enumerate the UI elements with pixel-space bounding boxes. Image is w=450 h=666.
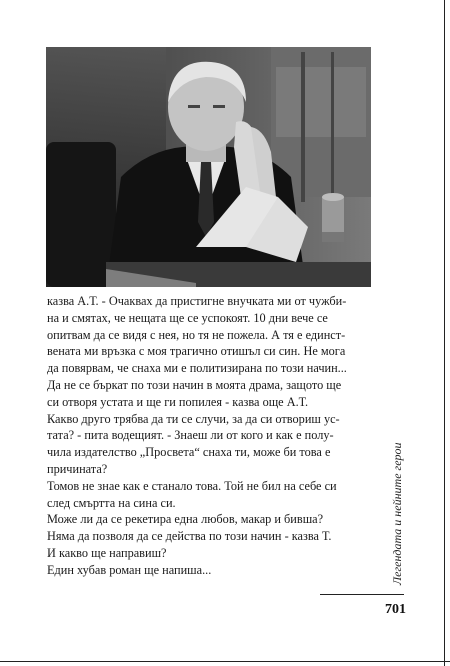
text-line: Какво друго трябва да ти се случи, за да си отвориш ус- [47, 411, 340, 426]
text-line: Няма да позволя да се действа по този начин - казва Т. [47, 529, 332, 544]
text-line: да повярвам, че снаха ми е политизирана по този начин... [47, 361, 347, 376]
running-head-vertical: Легендата и нейните герои [390, 442, 404, 585]
page-border-right [444, 0, 445, 666]
page-number: 701 [385, 602, 406, 617]
photo-man-praying-hands-icon [46, 47, 371, 287]
text-line: Един хубав роман ще напиша... [47, 562, 212, 577]
text-line: Да не се бъркат по този начин в моята драма, защото ще [47, 377, 342, 392]
text-line: казва А.Т. - Очаквах да пристигне внучката ми от чужби- [47, 294, 347, 308]
text-line: Може ли да се рекетира една любов, макар и бивша? [47, 512, 324, 527]
photograph [46, 47, 371, 287]
text-line: на и смятах, че нещата ще се успокоят. 10 дни вече се [47, 310, 328, 325]
text-line: си отворя устата и ще ги попилея - казва още А.Т. [47, 394, 309, 409]
text-line: причината? [47, 461, 108, 476]
page-border-bottom [0, 661, 450, 662]
photo-corner-notch [371, 152, 378, 287]
text-line: И какво ще направиш? [47, 545, 167, 560]
text-line: Томов не знае как е станало това. Той не бил на себе си [47, 478, 337, 493]
text-line: вената ми връзка с моя трагично отишъл си син. Не мога [47, 344, 346, 359]
body-text [47, 293, 371, 579]
text-line: опитвам да се видя с нея, но тя не пожела. А тя е единст- [47, 327, 346, 342]
text-line: чила издателство „Просвета“ снаха ти, може би това е [47, 445, 331, 460]
text-line: след смъртта на сина си. [47, 495, 176, 510]
text-line: тата? - пита водещият. - Знаеш ли от кого и как е полу- [47, 428, 334, 443]
footer-divider [320, 594, 404, 595]
